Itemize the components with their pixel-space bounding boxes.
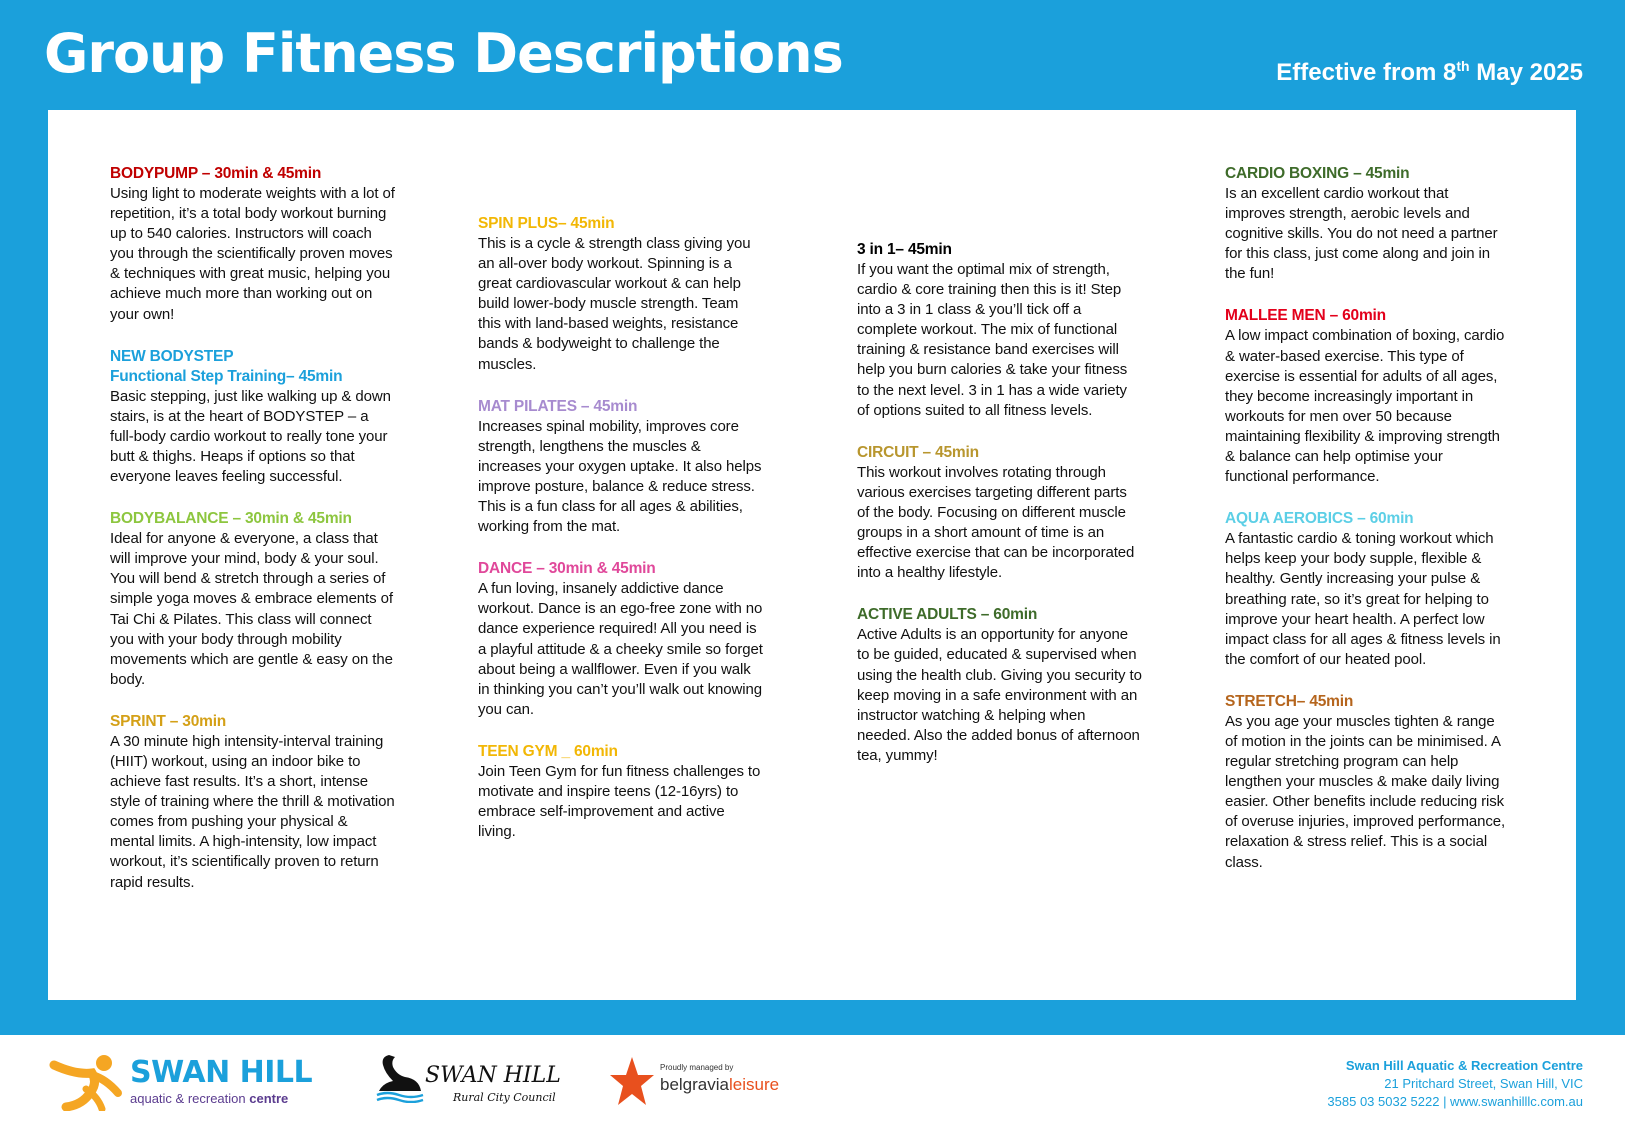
logo1-sub-b: centre: [249, 1091, 289, 1106]
class-title: TEEN GYM _ 60min: [478, 742, 618, 760]
class-entry: [857, 443, 1142, 584]
address-name: Swan Hill Aquatic & Recreation Centre: [1345, 1058, 1583, 1073]
class-title: CARDIO BOXING – 45min: [1225, 165, 1410, 182]
class-entry: [110, 509, 395, 690]
class-subtitle: Functional Step Training– 45min: [110, 367, 343, 385]
swan-hill-aquatic-logo: [46, 1053, 316, 1111]
logo3-a: belgravia: [660, 1075, 729, 1094]
logo1-main-text: SWAN HILL: [130, 1055, 313, 1090]
class-title: STRETCH– 45min: [1225, 692, 1354, 710]
class-title: NEW BODYSTEP: [110, 347, 234, 365]
logo1-sub-a: aquatic & recreation: [130, 1091, 250, 1106]
page-title: Group Fitness Descriptions: [44, 22, 843, 85]
class-entry: [478, 559, 763, 720]
logo2-sub-text: Rural City Council: [453, 1091, 556, 1104]
class-entry: [110, 712, 395, 893]
class-title: CIRCUIT – 45min: [857, 443, 979, 461]
column-3: [857, 240, 1142, 788]
class-entry: [110, 347, 395, 487]
column-2: [478, 214, 763, 864]
effective-suffix: May 2025: [1469, 59, 1583, 86]
class-description: Ideal for anyone & everyone, a class that will improve your mind, body & your soul. You will bend & stretch through a series of simple yoga moves & embrace elements of Tai Chi & Pilates. This class will connect you with your body through mobility movements which are gentle & easy on the body.: [110, 530, 393, 688]
class-entry: [478, 214, 763, 375]
class-description: Join Teen Gym for fun fitness challenges to motivate and inspire teens (12-16yrs) to embrace self-improvement and active living.: [478, 762, 761, 841]
class-entry: [1225, 164, 1510, 284]
class-description: As you age your muscles tighten & range of motion in the joints can be minimised. A regular stretching program can help lengthen your muscles & make daily living easier. Other benefits include reducing risk of overuse injuries, improved performance, relaxation & stress relief. This is a social class.: [1225, 712, 1506, 871]
class-description: A fantastic cardio & toning workout which helps keep your body supple, flexible & healthy. Gently increasing your pulse & breathing rate, so it’s great for helping to improve your heart health. A perfect low impact class for all ages & fitness levels in the comfort of our heated pool.: [1225, 530, 1501, 668]
class-description: A fun loving, insanely addictive dance workout. Dance is an ego-free zone with no dance experience required! All you need is a playful attitude & a cheeky smile so forget about being a wallflower. Even if you walk in thinking you can’t you’ll walk out knowing you can.: [478, 580, 763, 718]
address-line: 21 Pritchard Street, Swan Hill, VIC: [1384, 1076, 1583, 1091]
class-title: MALLEE MEN – 60min: [1225, 307, 1386, 325]
class-title: BODYPUMP – 30min & 45min: [110, 165, 322, 182]
class-description: Is an excellent cardio workout that improves strength, aerobic levels and cognitive skills. You do not need a partner for this class, just come along and join in the fun!: [1225, 185, 1498, 283]
class-entry: [478, 742, 763, 842]
column-4: [1225, 164, 1510, 895]
belgravia-leisure-logo: [608, 1055, 788, 1113]
descriptions-panel: [48, 110, 1576, 1000]
class-title: BODYBALANCE – 30min & 45min: [110, 510, 352, 528]
star-icon: [608, 1055, 656, 1109]
class-entry: [857, 605, 1142, 766]
class-title: SPRINT – 30min: [110, 712, 227, 730]
class-description: Increases spinal mobility, improves core strength, lengthens the muscles & increases your oxygen uptake. It also helps improve posture, balance & reduce stress. This is a fun class for all ages & abilities, working from the mat.: [478, 417, 762, 536]
logo3-wordmark: [660, 1075, 779, 1095]
class-entry: [1225, 692, 1510, 873]
class-description: This is a cycle & strength class giving you an all-over body workout. Spinning is a great cardiovascular workout & can help build lower-body muscle strength. Team this with land-based weights, resistance bands & bodyweight to challenge the muscles.: [478, 235, 751, 373]
contact-line: 3585 03 5032 5222 | www.swanhilllc.com.au: [1327, 1094, 1583, 1109]
footer: [0, 1035, 1625, 1125]
effective-prefix: Effective from 8: [1276, 59, 1457, 86]
swimmer-figure-icon: [46, 1053, 124, 1111]
logo3-small-text: Proudly managed by: [660, 1063, 734, 1072]
class-entry: [478, 397, 763, 538]
address-block: [1327, 1057, 1583, 1111]
class-description: This workout involves rotating through various exercises targeting different parts of the body. Focusing on different muscle groups in a short amount of time is an effective exercise that can be incorporated into a healthy lifestyle.: [857, 463, 1135, 582]
class-description: If you want the optimal mix of strength, cardio & core training then this is it! Step into a 3 in 1 class & you’ll tick off a complete workout. The mix of functional training & resistance band exercises will help you burn calories & take your fitness to the next level. 3 in 1 has a wide variety of options suited to all fitness levels.: [857, 261, 1128, 419]
class-entry: [1225, 306, 1510, 487]
effective-sup: th: [1456, 58, 1470, 74]
class-title: MAT PILATES – 45min: [478, 397, 638, 415]
effective-date: [1276, 58, 1583, 87]
class-title: 3 in 1– 45min: [857, 241, 952, 258]
class-title: DANCE – 30min & 45min: [478, 560, 656, 578]
swan-hill-council-logo: [375, 1051, 560, 1111]
class-description: Active Adults is an opportunity for anyone to be guided, educated & supervised when using the health club. Giving you security to keep moving in a safe environment with an instructor watching & helping when needed. Also the added bonus of afternoon tea, yummy!: [857, 626, 1142, 764]
class-description: Basic stepping, just like walking up & down stairs, is at the heart of BODYSTEP – a full-body cardio workout to really tone your butt & thighs. Heaps if options so that everyone leaves feeling successful.: [110, 387, 391, 486]
swan-icon: [375, 1051, 425, 1103]
class-entry: [1225, 509, 1510, 670]
class-title: SPIN PLUS– 45min: [478, 215, 615, 232]
class-description: A 30 minute high intensity-interval training (HIIT) workout, using an indoor bike to achieve fast results. It’s a short, intense style of training where the thrill & motivation comes from pushing your physical & mental limits. A high-intensity, low impact workout, it’s scientifically proven to return rapid results.: [110, 732, 395, 891]
logo2-main-text: SWAN HILL: [425, 1063, 561, 1088]
logo3-b: leisure: [729, 1075, 780, 1094]
class-entry: [110, 164, 395, 325]
class-description: Using light to moderate weights with a lot of repetition, it’s a total body workout burning up to 540 calories. Instructors will coach you through the scientifically proven moves & techniques with great music, helping you achieve much more than working out on your own!: [110, 185, 395, 323]
class-title: AQUA AEROBICS – 60min: [1225, 510, 1414, 528]
column-1: [110, 164, 395, 915]
class-entry: [857, 240, 1142, 421]
class-title: ACTIVE ADULTS – 60min: [857, 606, 1038, 624]
class-description: A low impact combination of boxing, cardio & water-based exercise. This type of exercise is essential for adults of all ages, they become increasingly important in workouts for men over 50 because maintaining flexibility & improving strength & balance can help optimise your functional performance.: [1225, 327, 1505, 486]
logo1-sub-text: [130, 1091, 288, 1106]
